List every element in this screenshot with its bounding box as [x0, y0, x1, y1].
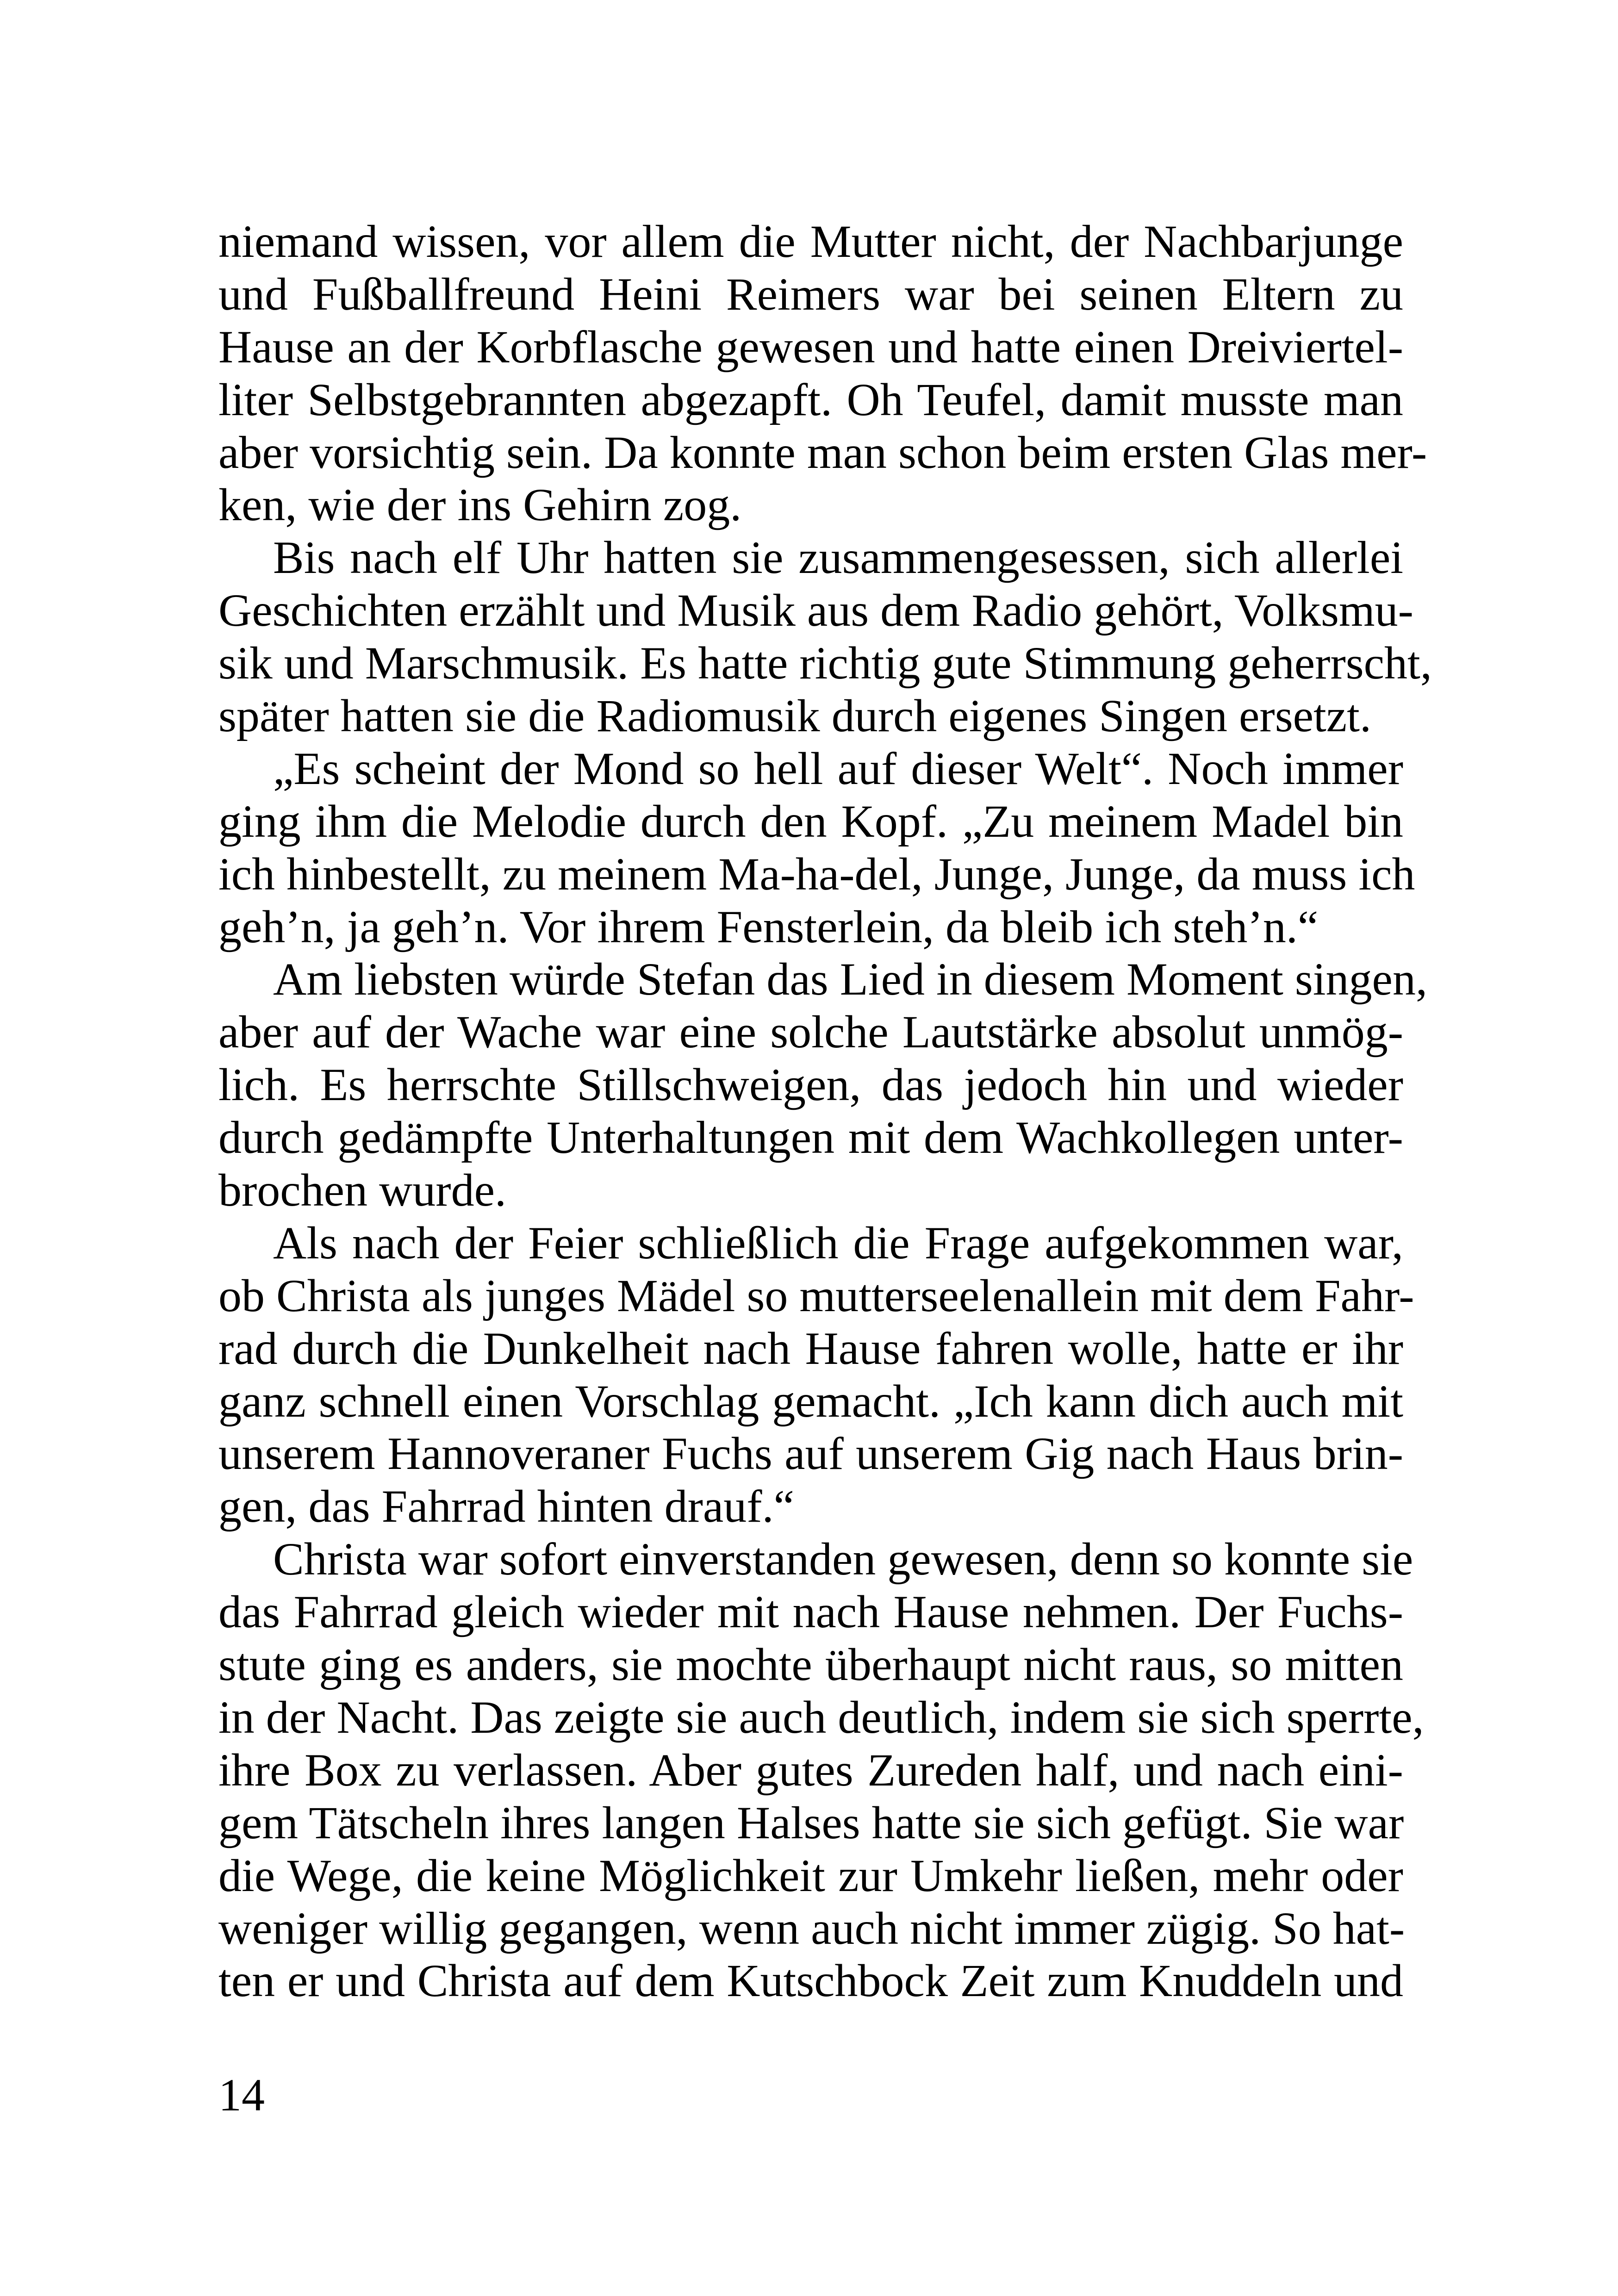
text-line: das Fahrrad gleich wieder mit nach Hause nehmen. Der Fuchs-: [218, 1586, 1403, 1638]
text-line: aber vorsichtig sein. Da konnte man schon beim ersten Glas mer-: [218, 426, 1427, 478]
text-line: und Fußballfreund Heini Reimers war bei seinen Eltern zu: [218, 268, 1403, 320]
text-line: in der Nacht. Das zeigte sie auch deutlich, indem sie sich sperrte,: [218, 1691, 1424, 1743]
text-line: ten er und Christa auf dem Kutschbock Zeit zum Knuddeln und: [218, 1955, 1403, 2007]
page-number: 14: [218, 2069, 265, 2121]
text-line: die Wege, die keine Möglichkeit zur Umkehr ließen, mehr oder: [218, 1849, 1403, 1901]
text-line: liter Selbstgebrannten abgezapft. Oh Teufel, damit musste man: [218, 373, 1403, 425]
text-line: durch gedämpfte Unterhaltungen mit dem Wachkollegen unter-: [218, 1112, 1403, 1164]
text-line: später hatten sie die Radiomusik durch eigenes Singen ersetzt.: [218, 690, 1371, 742]
text-line: ganz schnell einen Vorschlag gemacht. „Ich kann dich auch mit: [218, 1375, 1403, 1427]
text-line: ging ihm die Melodie durch den Kopf. „Zu meinem Madel bin: [218, 795, 1403, 847]
text-line: „Es scheint der Mond so hell auf dieser Welt“. Noch immer: [273, 742, 1403, 794]
text-line: sik und Marschmusik. Es hatte richtig gute Stimmung geherrscht,: [218, 637, 1432, 689]
text-line: gem Tätscheln ihres langen Halses hatte sie sich gefügt. Sie war: [218, 1797, 1404, 1848]
text-line: geh’n, ja geh’n. Vor ihrem Fensterlein, da bleib ich steh’n.“: [218, 901, 1319, 952]
text-line: ihre Box zu verlassen. Aber gutes Zureden half, und nach eini-: [218, 1744, 1403, 1796]
text-line: weniger willig gegangen, wenn auch nicht immer zügig. So hat-: [218, 1902, 1405, 1954]
text-line: Bis nach elf Uhr hatten sie zusammengesessen, sich allerlei: [273, 532, 1403, 584]
text-line: unserem Hannoveraner Fuchs auf unserem Gig nach Haus brin-: [218, 1428, 1403, 1480]
text-line: stute ging es anders, sie mochte überhaupt nicht raus, so mitten: [218, 1639, 1403, 1691]
text-line: ob Christa als junges Mädel so mutterseelenallein mit dem Fahr-: [218, 1269, 1414, 1321]
text-line: Hause an der Korbflasche gewesen und hatte einen Dreiviertel-: [218, 321, 1403, 373]
text-line: Als nach der Feier schließlich die Frage aufgekommen war,: [273, 1217, 1403, 1269]
text-line: brochen wurde.: [218, 1164, 506, 1216]
text-line: gen, das Fahrrad hinten drauf.“: [218, 1481, 794, 1532]
text-line: Am liebsten würde Stefan das Lied in diesem Moment singen,: [273, 953, 1427, 1005]
text-line: rad durch die Dunkelheit nach Hause fahren wolle, hatte er ihr: [218, 1322, 1403, 1374]
text-line: aber auf der Wache war eine solche Lautstärke absolut unmög-: [218, 1006, 1403, 1058]
text-line: Christa war sofort einverstanden gewesen, denn so konnte sie: [273, 1533, 1413, 1585]
text-line: Geschichten erzählt und Musik aus dem Radio gehört, Volksmu-: [218, 585, 1413, 636]
text-line: ich hinbestellt, zu meinem Ma-ha-del, Junge, Junge, da muss ich: [218, 848, 1415, 900]
text-line: lich. Es herrschte Stillschweigen, das jedoch hin und wieder: [218, 1059, 1403, 1111]
text-line: ken, wie der ins Gehirn zog.: [218, 479, 742, 531]
body-text: [218, 215, 1432, 2007]
text-line: niemand wissen, vor allem die Mutter nicht, der Nachbarjunge: [218, 216, 1403, 267]
